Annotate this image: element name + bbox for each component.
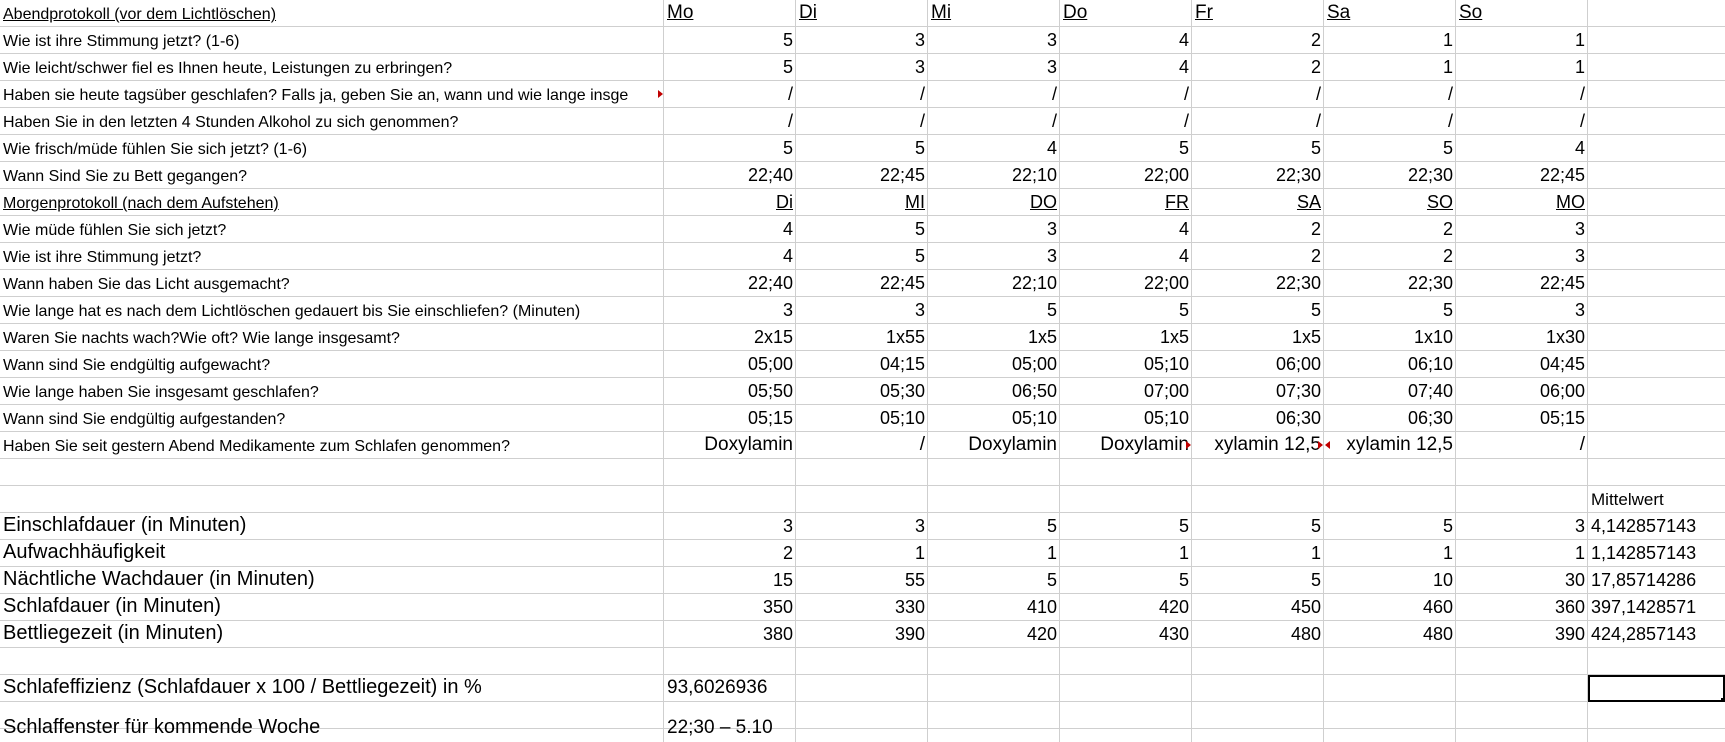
cell-value[interactable]: 05;00: [1011, 354, 1057, 374]
cell-value[interactable]: 5: [1178, 138, 1189, 158]
row-label[interactable]: Wann Sind Sie zu Bett gegangen?: [3, 168, 248, 185]
summary-value[interactable]: 5: [1046, 516, 1057, 536]
cell-value[interactable]: /: [1579, 434, 1585, 455]
sleep-window-value[interactable]: 22;30 – 5.10: [667, 717, 773, 738]
summary-mean[interactable]: 397,1428571: [1591, 597, 1697, 617]
row-label[interactable]: Wie ist ihre Stimmung jetzt? (1-6): [3, 33, 240, 50]
cell-value[interactable]: 06;30: [1407, 408, 1453, 428]
cell-value[interactable]: 5: [914, 246, 925, 266]
cell-value[interactable]: Doxylamin: [704, 434, 793, 455]
summary-mean[interactable]: 1,142857143: [1591, 543, 1697, 563]
cell-value[interactable]: 06;10: [1407, 354, 1453, 374]
cell-value[interactable]: 06;00: [1539, 381, 1585, 401]
day-header-morning[interactable]: SA: [1296, 192, 1321, 212]
summary-value[interactable]: 5: [1310, 516, 1321, 536]
cell-value[interactable]: 22;45: [1539, 273, 1585, 293]
selected-cell[interactable]: [1588, 675, 1725, 702]
cell-value[interactable]: 06;30: [1275, 408, 1321, 428]
summary-label[interactable]: Einschlafdauer (in Minuten): [3, 514, 247, 536]
summary-label[interactable]: Schlafdauer (in Minuten): [3, 595, 221, 617]
cell-value[interactable]: /: [1051, 111, 1057, 131]
cell-value[interactable]: 1: [1442, 30, 1453, 50]
cell-value[interactable]: 06;00: [1275, 354, 1321, 374]
summary-value[interactable]: 1: [1574, 543, 1585, 563]
cell-value[interactable]: 22;45: [879, 273, 925, 293]
cell-value[interactable]: 22;45: [879, 165, 925, 185]
day-header-morning[interactable]: MI: [905, 192, 925, 212]
summary-value[interactable]: 5: [1442, 516, 1453, 536]
day-header-morning[interactable]: Di: [776, 192, 793, 212]
efficiency-label[interactable]: Schlafeffizienz (Schlafdauer x 100 / Bettliegezeit) in %: [3, 676, 482, 698]
summary-value[interactable]: 480: [1422, 624, 1453, 644]
cell-value[interactable]: 5: [1310, 300, 1321, 320]
cell-value[interactable]: 1: [1574, 30, 1585, 50]
summary-value[interactable]: 5: [1046, 570, 1057, 590]
cell-value[interactable]: 4: [1178, 246, 1189, 266]
summary-value[interactable]: 350: [762, 597, 793, 617]
summary-value[interactable]: 390: [1554, 624, 1585, 644]
row-label[interactable]: Wann sind Sie endgültig aufgestanden?: [3, 411, 286, 428]
cell-value[interactable]: 05;30: [879, 381, 925, 401]
row-label[interactable]: Wie lange hat es nach dem Lichtlöschen gedauert bis Sie einschliefen? (Minuten): [3, 303, 581, 320]
cell-value[interactable]: 22;00: [1143, 165, 1189, 185]
cell-value[interactable]: /: [787, 84, 793, 104]
summary-value[interactable]: 55: [904, 570, 925, 590]
cell-value[interactable]: 4: [1046, 138, 1057, 158]
summary-value[interactable]: 480: [1290, 624, 1321, 644]
cell-value[interactable]: 1x5: [1291, 327, 1321, 347]
day-header-evening[interactable]: Di: [799, 2, 817, 23]
cell-value[interactable]: 22;30: [1275, 273, 1321, 293]
cell-value[interactable]: 3: [1574, 246, 1585, 266]
cell-value[interactable]: /: [1315, 111, 1321, 131]
row-label[interactable]: Haben sie heute tagsüber geschlafen? Falls ja, geben Sie an, wann und wie lange insge: [0, 81, 664, 108]
summary-value[interactable]: 2: [782, 543, 793, 563]
cell-value[interactable]: 5: [782, 30, 793, 50]
cell-value[interactable]: 2: [1310, 57, 1321, 77]
cell-value[interactable]: 05;15: [747, 408, 793, 428]
cell-value[interactable]: 22;30: [1275, 165, 1321, 185]
cell-value[interactable]: 5: [782, 57, 793, 77]
cell-value[interactable]: 05;00: [747, 354, 793, 374]
cell-value[interactable]: 05;15: [1539, 408, 1585, 428]
cell-value[interactable]: 3: [1046, 219, 1057, 239]
summary-mean[interactable]: 4,142857143: [1591, 516, 1697, 536]
summary-value[interactable]: 380: [762, 624, 793, 644]
cell-value[interactable]: 3: [914, 57, 925, 77]
cell-value[interactable]: 3: [1046, 57, 1057, 77]
summary-value[interactable]: 3: [1574, 516, 1585, 536]
summary-value[interactable]: 360: [1554, 597, 1585, 617]
cell-value[interactable]: 2: [1310, 219, 1321, 239]
day-header-morning[interactable]: DO: [1030, 192, 1057, 212]
row-label[interactable]: Wie müde fühlen Sie sich jetzt?: [3, 222, 227, 239]
summary-value[interactable]: 420: [1158, 597, 1189, 617]
cell-value[interactable]: 3: [914, 30, 925, 50]
summary-value[interactable]: 30: [1564, 570, 1585, 590]
day-header-morning[interactable]: MO: [1556, 192, 1585, 212]
cell-value[interactable]: 22;10: [1011, 273, 1057, 293]
cell-value[interactable]: 2: [1442, 246, 1453, 266]
cell-value[interactable]: 22;30: [1407, 273, 1453, 293]
summary-value[interactable]: 460: [1422, 597, 1453, 617]
row-label[interactable]: Wann sind Sie endgültig aufgewacht?: [3, 357, 271, 374]
summary-value[interactable]: 1: [914, 543, 925, 563]
summary-value[interactable]: 1: [1178, 543, 1189, 563]
cell-value[interactable]: 22;45: [1539, 165, 1585, 185]
cell-value[interactable]: 1: [1574, 57, 1585, 77]
cell-value[interactable]: 3: [914, 300, 925, 320]
cell-value[interactable]: 2: [1310, 246, 1321, 266]
cell-value[interactable]: 4: [782, 219, 793, 239]
cell-value[interactable]: 1x5: [1159, 327, 1189, 347]
section-title-morning[interactable]: Morgenprotokoll (nach dem Aufstehen): [3, 195, 279, 212]
cell-value[interactable]: 22;40: [747, 165, 793, 185]
mean-header[interactable]: Mittelwert: [1591, 490, 1664, 509]
cell-value[interactable]: 5: [1310, 138, 1321, 158]
efficiency-value[interactable]: 93,6026936: [667, 677, 768, 698]
cell-value[interactable]: 5: [914, 138, 925, 158]
summary-value[interactable]: 1: [1442, 543, 1453, 563]
cell-value[interactable]: 5: [1178, 300, 1189, 320]
cell-value[interactable]: 05;10: [1143, 354, 1189, 374]
cell-value[interactable]: /: [1447, 111, 1453, 131]
day-header-evening[interactable]: Mo: [667, 2, 694, 23]
summary-value[interactable]: 390: [894, 624, 925, 644]
cell-value[interactable]: 5: [914, 219, 925, 239]
cell-value[interactable]: xylamin 12,5: [1192, 432, 1324, 459]
cell-value[interactable]: /: [1183, 84, 1189, 104]
summary-value[interactable]: 5: [1178, 570, 1189, 590]
row-label[interactable]: Wie lange haben Sie insgesamt geschlafen?: [3, 384, 319, 401]
cell-value[interactable]: 22;30: [1407, 165, 1453, 185]
summary-value[interactable]: 1: [1046, 543, 1057, 563]
cell-value[interactable]: 07;40: [1407, 381, 1453, 401]
cell-value[interactable]: Doxylamin: [1060, 432, 1192, 459]
summary-value[interactable]: 15: [772, 570, 793, 590]
section-title-evening[interactable]: Abendprotokoll (vor dem Lichtlöschen): [3, 6, 277, 23]
day-header-evening[interactable]: Sa: [1327, 2, 1351, 23]
cell-value[interactable]: 05;10: [1011, 408, 1057, 428]
cell-value[interactable]: 07;00: [1143, 381, 1189, 401]
cell-value[interactable]: 4: [1178, 57, 1189, 77]
day-header-morning[interactable]: SO: [1426, 192, 1453, 212]
cell-value[interactable]: xylamin 12,5: [1324, 432, 1456, 459]
cell-value[interactable]: /: [919, 111, 925, 131]
summary-value[interactable]: 420: [1026, 624, 1057, 644]
cell-value[interactable]: 07;30: [1275, 381, 1321, 401]
cell-value[interactable]: 05;10: [879, 408, 925, 428]
cell-value[interactable]: 1x5: [1027, 327, 1057, 347]
row-label[interactable]: Haben Sie seit gestern Abend Medikamente zum Schlafen genommen?: [3, 438, 510, 455]
cell-value[interactable]: 05;50: [747, 381, 793, 401]
cell-value[interactable]: 2: [1310, 30, 1321, 50]
cell-value[interactable]: 1: [1442, 57, 1453, 77]
cell-value[interactable]: /: [919, 434, 925, 455]
row-label[interactable]: Wie frisch/müde fühlen Sie sich jetzt? (1-6): [3, 141, 308, 158]
day-header-evening[interactable]: Mi: [931, 2, 952, 23]
row-label[interactable]: Wie leicht/schwer fiel es Ihnen heute, Leistungen zu erbringen?: [3, 60, 453, 77]
cell-value[interactable]: 22;40: [747, 273, 793, 293]
summary-value[interactable]: 430: [1158, 624, 1189, 644]
summary-value[interactable]: 1: [1310, 543, 1321, 563]
summary-mean[interactable]: 424,2857143: [1591, 624, 1697, 644]
cell-value[interactable]: 4: [1178, 30, 1189, 50]
cell-value[interactable]: /: [1315, 84, 1321, 104]
cell-value[interactable]: /: [1051, 84, 1057, 104]
summary-mean[interactable]: 17,85714286: [1591, 570, 1697, 590]
summary-value[interactable]: 5: [1178, 516, 1189, 536]
sleep-window-label[interactable]: Schlaffenster für kommende Woche: [3, 716, 321, 738]
cell-value[interactable]: 3: [1046, 246, 1057, 266]
summary-value[interactable]: 3: [914, 516, 925, 536]
row-label[interactable]: Waren Sie nachts wach?Wie oft? Wie lange insgesamt?: [3, 330, 400, 347]
cell-value[interactable]: /: [1183, 111, 1189, 131]
cell-value[interactable]: 5: [1046, 300, 1057, 320]
cell-value[interactable]: 1x55: [885, 327, 925, 347]
cell-value[interactable]: 04;15: [879, 354, 925, 374]
summary-label[interactable]: Bettliegezeit (in Minuten): [3, 622, 224, 644]
summary-value[interactable]: 450: [1290, 597, 1321, 617]
day-header-evening[interactable]: Fr: [1195, 2, 1213, 23]
cell-value[interactable]: 4: [1574, 138, 1585, 158]
cell-value[interactable]: 4: [1178, 219, 1189, 239]
cell-value[interactable]: 3: [782, 300, 793, 320]
summary-label[interactable]: Aufwachhäufigkeit: [3, 541, 166, 563]
cell-value[interactable]: /: [1579, 111, 1585, 131]
cell-value[interactable]: 05;10: [1143, 408, 1189, 428]
row-label[interactable]: Wie ist ihre Stimmung jetzt?: [3, 249, 202, 266]
summary-value[interactable]: 330: [894, 597, 925, 617]
cell-value[interactable]: 5: [1442, 138, 1453, 158]
cell-value[interactable]: 4: [782, 246, 793, 266]
cell-value[interactable]: 22;00: [1143, 273, 1189, 293]
day-header-evening[interactable]: Do: [1063, 2, 1088, 23]
summary-label[interactable]: Nächtliche Wachdauer (in Minuten): [3, 568, 315, 590]
cell-value[interactable]: 04;45: [1539, 354, 1585, 374]
cell-value[interactable]: 1x30: [1545, 327, 1585, 347]
cell-value[interactable]: /: [919, 84, 925, 104]
cell-value[interactable]: 5: [782, 138, 793, 158]
cell-value[interactable]: Doxylamin: [968, 434, 1057, 455]
cell-value[interactable]: 2: [1442, 219, 1453, 239]
summary-value[interactable]: 410: [1026, 597, 1057, 617]
cell-value[interactable]: 2x15: [753, 327, 793, 347]
cell-value[interactable]: 3: [1574, 219, 1585, 239]
day-header-evening[interactable]: So: [1459, 2, 1483, 23]
cell-value[interactable]: 1x10: [1413, 327, 1453, 347]
cell-value[interactable]: 06;50: [1011, 381, 1057, 401]
summary-value[interactable]: 5: [1310, 570, 1321, 590]
cell-value[interactable]: 3: [1574, 300, 1585, 320]
row-label[interactable]: Haben Sie in den letzten 4 Stunden Alkohol zu sich genommen?: [3, 114, 459, 131]
summary-value[interactable]: 10: [1432, 570, 1453, 590]
cell-value[interactable]: 22;10: [1011, 165, 1057, 185]
summary-value[interactable]: 3: [782, 516, 793, 536]
cell-value[interactable]: 5: [1442, 300, 1453, 320]
row-label[interactable]: Wann haben Sie das Licht ausgemacht?: [3, 276, 290, 293]
cell-value[interactable]: 3: [1046, 30, 1057, 50]
cell-value[interactable]: /: [787, 111, 793, 131]
cell-value[interactable]: /: [1579, 84, 1585, 104]
cell-value[interactable]: /: [1447, 84, 1453, 104]
day-header-morning[interactable]: FR: [1165, 192, 1189, 212]
